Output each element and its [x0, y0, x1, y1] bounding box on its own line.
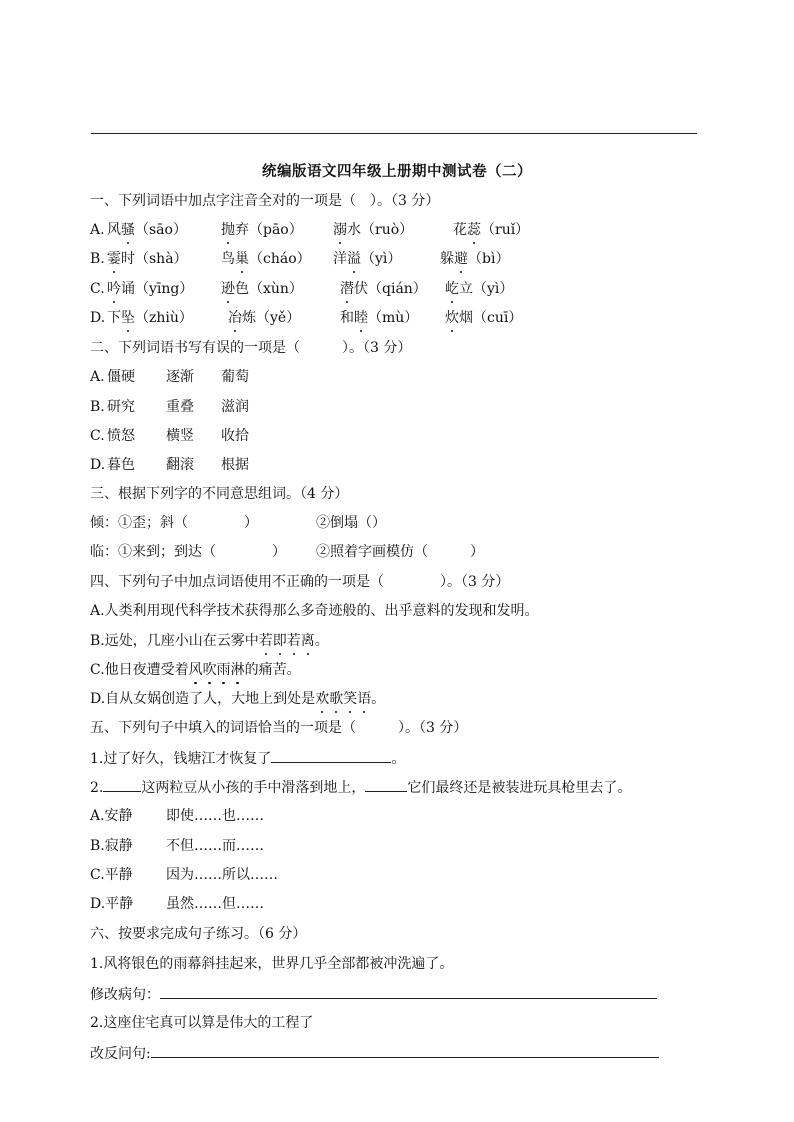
q6-answer-1: 修改病句：	[90, 984, 657, 1005]
emphasis-dot: 骚	[121, 222, 135, 238]
emphasis-dot: 欢	[315, 691, 330, 707]
q6-heading: 六、按要求完成句子练习。（6 分）	[90, 926, 307, 942]
emphasis-dot: 若	[258, 633, 273, 649]
fill-blank[interactable]	[271, 748, 391, 763]
emphasis-dot: 语	[357, 691, 372, 707]
emphasis-dot: 风	[188, 662, 203, 678]
emphasis-dot: 逊	[221, 281, 235, 297]
q6-sentence-1: 1.风将银色的雨幕斜挂起来，世界几乎全部都被冲洗遍了。	[90, 956, 454, 972]
q4-option-d: D.自从女娲创造了人，大地上到处是欢歌笑语。	[90, 691, 386, 707]
emphasis-dot: 吹	[202, 662, 217, 678]
emphasis-dot: 离	[300, 633, 315, 649]
emphasis-dot: 坠	[121, 310, 135, 326]
q1-heading: 一、下列词语中加点字注音全对的一项是（ ）。（3 分）	[90, 193, 440, 209]
q5-sentence-2: 2. 这两粒豆从小孩的手中滑落到地上， 它们最终还是被装进玩具枪里去了。	[90, 777, 631, 798]
fill-blank[interactable]	[103, 777, 141, 792]
q5-sentence-1: 1.过了好久，钱塘江才恢复了 。	[90, 748, 405, 769]
emphasis-dot: 若	[286, 633, 301, 649]
q5-heading: 五、下列句子中填入的词语恰当的一项是（ ）。（3 分）	[90, 720, 468, 736]
emphasis-dot: 潜	[340, 281, 354, 297]
emphasis-dot: 炊	[445, 310, 459, 326]
fill-blank[interactable]	[365, 777, 407, 792]
q2-heading: 二、下列词语书写有误的一项是（ ）。（3 分）	[90, 340, 412, 356]
emphasis-dot: 笑	[343, 691, 358, 707]
emphasis-dot: 蕊	[467, 222, 481, 238]
emphasis-dot: 抛	[221, 222, 235, 238]
emphasis-dot: 溢	[347, 251, 361, 267]
emphasis-dot: 雨	[216, 662, 231, 678]
emphasis-dot: 睦	[354, 310, 368, 326]
emphasis-dot: 屹	[445, 281, 459, 297]
emphasis-dot: 吟	[107, 281, 121, 297]
emphasis-dot: 霎	[107, 251, 121, 267]
emphasis-dot: 淋	[230, 662, 245, 678]
answer-line[interactable]	[160, 984, 657, 999]
q4-option-a: A.人类利用现代科学技术获得那么多奇迹般的、出乎意料的发现和发明。	[90, 603, 539, 619]
emphasis-dot: 冶	[228, 310, 242, 326]
emphasis-dot: 即	[272, 633, 287, 649]
answer-line[interactable]	[151, 1043, 659, 1058]
page-title: 统编版语文四年级上册期中测试卷（二）	[262, 163, 532, 180]
emphasis-dot: 溺	[333, 222, 347, 238]
q4-option-c: C.他日夜遭受着风吹雨淋的痛苦。	[90, 662, 301, 678]
header-rule	[91, 133, 697, 134]
emphasis-dot: 巢	[235, 251, 249, 267]
q6-answer-2: 改反问句:	[90, 1043, 659, 1064]
q3-heading: 三、根据下列字的不同意思组词。（4 分）	[90, 486, 349, 502]
q4-heading: 四、下列句子中加点词语使用不正确的一项是（ ）。（3 分）	[90, 574, 510, 590]
emphasis-dot: 避	[454, 251, 468, 267]
q4-option-b: B.远处，几座小山在云雾中若即若离。	[90, 633, 329, 649]
emphasis-dot: 歌	[329, 691, 344, 707]
q6-sentence-2: 2.这座住宅真可以算是伟大的工程了	[90, 1015, 314, 1031]
